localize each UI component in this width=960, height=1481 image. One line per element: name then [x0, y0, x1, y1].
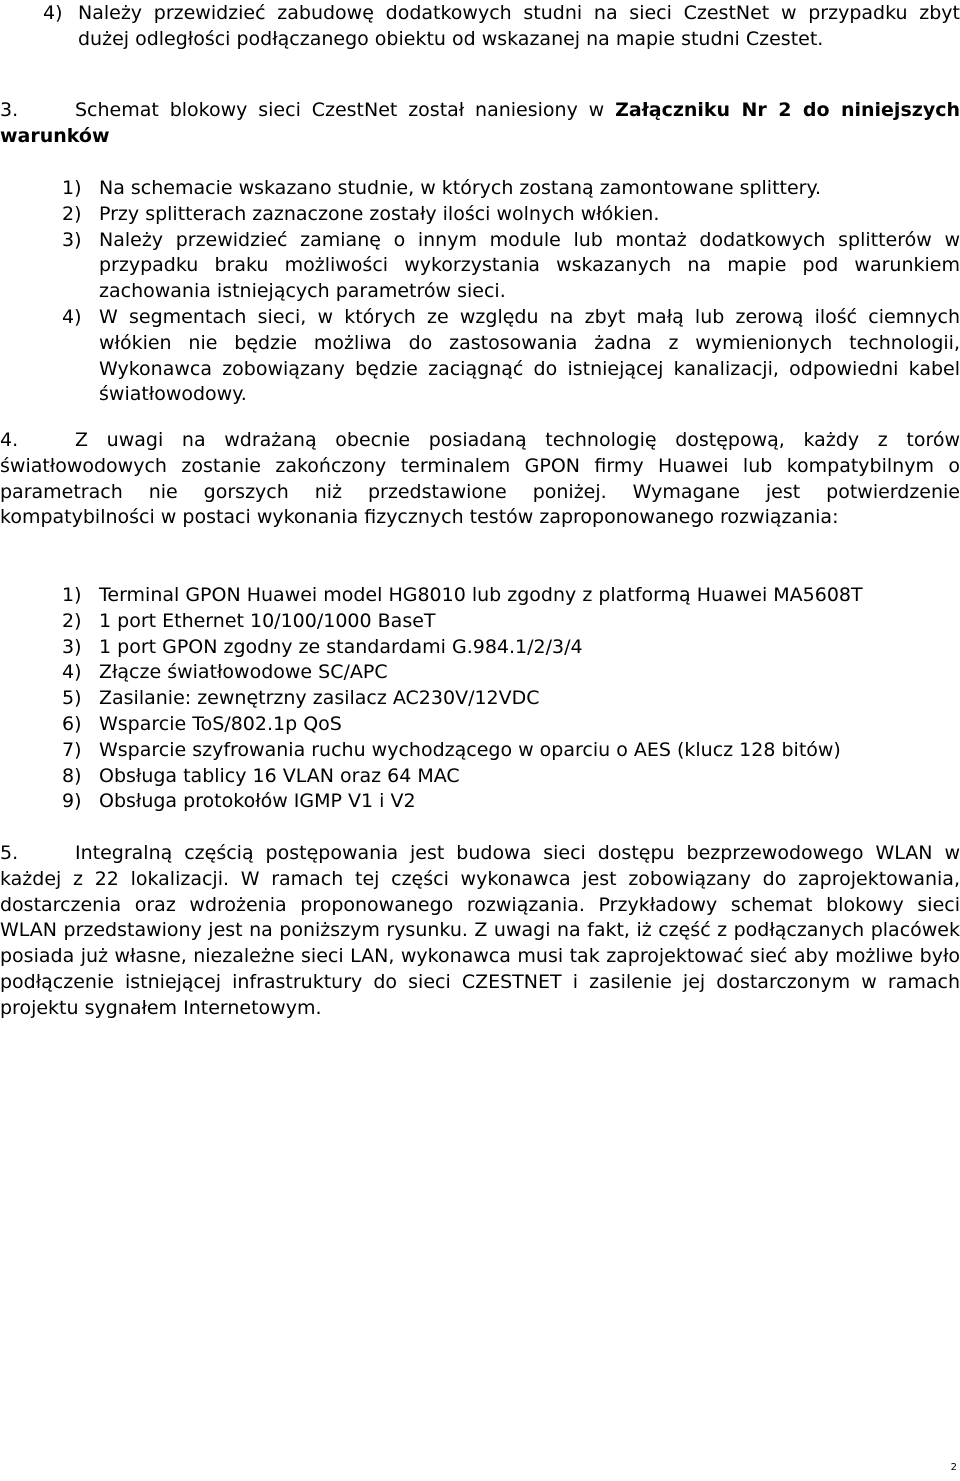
spec-item — [0, 686, 960, 712]
list-item-text: Złącze światłowodowe SC/APC — [99, 661, 388, 684]
list-item-text: Obsługa protokołów IGMP V1 i V2 — [99, 790, 416, 813]
list-item-text: Wsparcie szyfrowania ruchu wychodzącego w oparciu o AES (klucz 128 bitów) — [99, 738, 841, 761]
list-item-number: 4) — [62, 661, 82, 684]
spec-item — [0, 764, 960, 790]
list-item-text: Zasilanie: zewnętrzny zasilacz AC230V/12VDC — [99, 687, 540, 710]
section-4-text: Z uwagi na wdrażaną obecnie posiadaną technologię dostępową, każdy z torów światłowodowych zostanie zakończony terminalem GPON firmy Huawei lub kompatybilnym o parametrach nie gorszych niż przedstawione poniżej. Wymagane jest potwierdzenie kompatybilności w postaci wykonania fizycznych testów zaproponowanego rozwiązania: — [0, 429, 960, 529]
list-item-number: 3) — [62, 228, 82, 251]
list-item-text: 1 port Ethernet 10/100/1000 BaseT — [99, 609, 436, 632]
list-item-number: 4) — [62, 305, 82, 328]
section-5-text: Integralną częścią postępowania jest budowa sieci dostępu bezprzewodowego WLAN w każdej z 22 lokalizacji. W ramach tej części wykonawca jest zobowiązany do zaprojektowania, dostarczenia oraz wdrożenia proponowanego rozwiązania. Przykładowy schemat blokowy sieci WLAN przedstawiony jest na poniższym rysunku. Z uwagi na fakt, iż część z podłączanych placówek posiada już własne, niezależne sieci LAN, wykonawca musi tak zaprojektować sieć aby możliwe było podłączenie istniejącej infrastruktury do sieci CZESTNET i zasilenie jej dostarczonym w ramach projektu sygnałem Internetowym. — [0, 842, 960, 1019]
section-3-attachment-reference: Załączniku Nr 2 do niniejszych warunków — [0, 99, 960, 147]
list-item-text: Terminal GPON Huawei model HG8010 lub zgodny z platformą Huawei MA5608T — [99, 584, 863, 606]
section-4-spec-list — [0, 583, 960, 815]
spec-item — [0, 660, 960, 686]
list-item — [0, 202, 960, 228]
top-list-item — [0, 1, 960, 53]
spec-item — [0, 712, 960, 738]
section-4-paragraph — [0, 428, 960, 531]
section-3 — [0, 98, 960, 150]
list-item-number: 2) — [62, 609, 82, 632]
section-4 — [0, 428, 960, 531]
list-item-text: W segmentach sieci, w których ze względu na zbyt małą lub zerową ilość ciemnych włókien nie będzie możliwa do zastosowania żadna z wymienionych technologii, Wykonawca zobowiązany będzie zaciągnąć do istniejącej kanalizacji, odpowiedni kabel światłowodowy. — [99, 305, 960, 406]
spec-item — [0, 609, 960, 635]
spec-item — [0, 789, 960, 815]
list-item-number: 9) — [62, 790, 82, 813]
list-item-number: 2) — [62, 202, 82, 225]
list-item-number: 4) — [43, 2, 63, 24]
list-item-number: 5) — [62, 687, 82, 710]
list-item-number: 1) — [62, 177, 82, 199]
list-item-number: 3) — [62, 635, 82, 658]
list-item-text: Należy przewidzieć zabudowę dodatkowych studni na sieci CzestNet w przypadku zbyt dużej odległości podłączanego obiektu od wskazanej na mapie studni Czestet. — [78, 2, 960, 50]
spec-item — [0, 635, 960, 661]
list-item-number: 6) — [62, 712, 82, 735]
section-number: 5. — [0, 842, 19, 864]
section-5 — [0, 841, 960, 1022]
list-item-text: Wsparcie ToS/802.1p QoS — [99, 712, 342, 735]
list-item — [0, 228, 960, 305]
list-item-number: 1) — [62, 584, 82, 606]
list-item-text: Na schemacie wskazano studnie, w których zostaną zamontowane splittery. — [99, 177, 822, 199]
section-3-text: Schemat blokowy sieci CzestNet został naniesiony w — [75, 99, 616, 121]
list-item-text: Przy splitterach zaznaczone zostały ilości wolnych włókien. — [99, 202, 660, 225]
list-item — [0, 305, 960, 408]
list-item-text: Należy przewidzieć zamianę o innym module lub montaż dodatkowych splitterów w przypadku braku możliwości wykorzystania wskazanych na mapie pod warunkiem zachowania istniejących parametrów sieci. — [99, 228, 960, 303]
section-3-list — [0, 176, 960, 408]
section-number: 3. — [0, 99, 19, 121]
spec-item — [0, 583, 960, 609]
page-number: 2 — [950, 1462, 957, 1473]
spec-item — [0, 738, 960, 764]
list-item-number: 7) — [62, 738, 82, 761]
list-item-number: 8) — [62, 764, 82, 787]
list-item-text: Obsługa tablicy 16 VLAN oraz 64 MAC — [99, 764, 460, 787]
list-item-text: 1 port GPON zgodny ze standardami G.984.1/2/3/4 — [99, 635, 583, 658]
section-5-paragraph — [0, 841, 960, 1022]
list-item — [0, 176, 960, 202]
section-3-heading — [0, 98, 960, 150]
section-number: 4. — [0, 429, 19, 451]
